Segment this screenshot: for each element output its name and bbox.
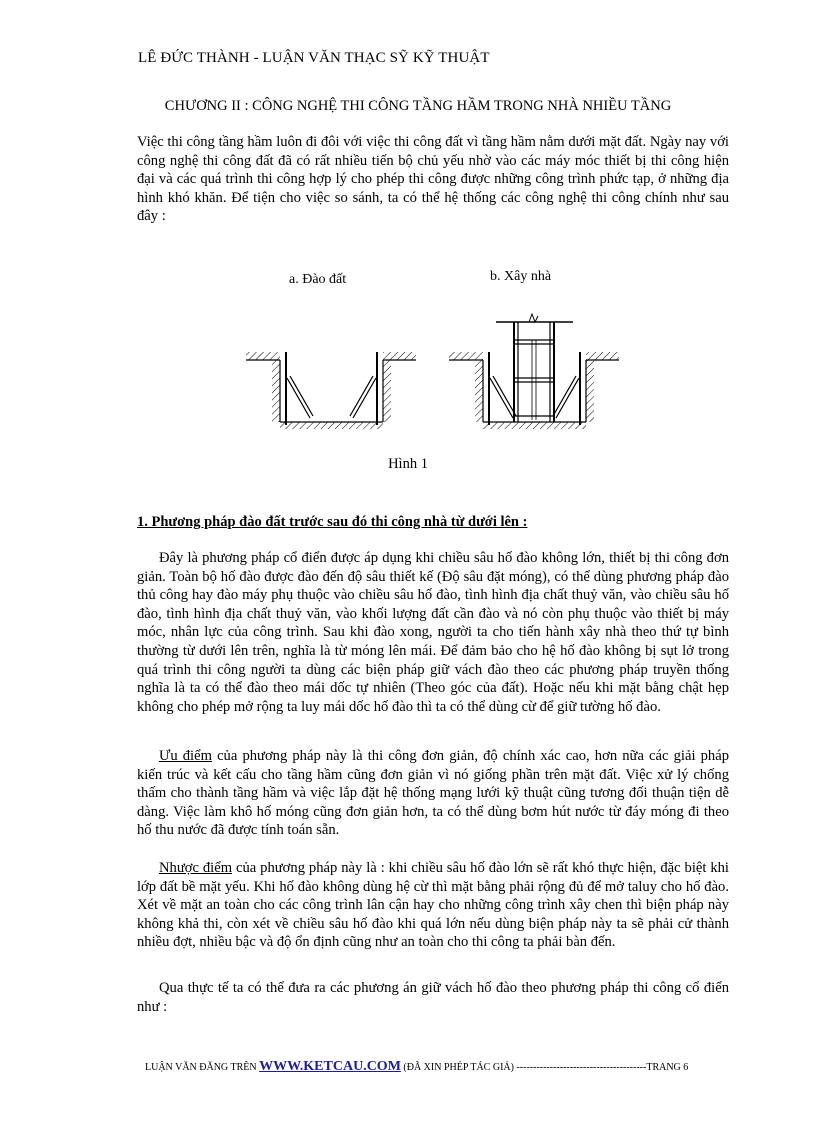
- paragraph-1-text: Đây là phương pháp cổ điển được áp dụng khi chiều sâu hố đào không lớn, thiết bị thi công đơn giản. Toàn bộ hố đào được đào đến độ sâu thiết kế (Độ sâu đặt móng), có thể dùng phương pháp đào thủ công hay đào máy phụ thuộc vào chiều sâu hố đào, tình hình địa chất thuỷ văn, vào chiều sâu hố đào, tình hình địa chất thuỷ văn, vào khối lượng đất cần đào và nó còn phụ thuộc vào thiết bị máy móc, nhân lực của công trình. Sau khi đào xong, người ta cho tiến hành xây nhà theo thứ tự bình thường từ dưới lên trên, nghĩa là từ móng lên mái. Để đảm bảo cho hệ hố đào không bị sụt lở trong quá trình thi công người ta dùng các biện pháp giữ vách đào theo các phương pháp truyền thống nghĩa là ta có thể đào theo mái dốc tự nhiên (Theo góc của đất). Hoặc nếu khi mặt bằng chật hẹp không cho phép mở rộng ta luy mái dốc hố đào thì ta có thể dùng cừ để giữ tường hố đào.: [137, 550, 729, 715]
- figure-caption: Hình 1: [388, 456, 428, 472]
- page-header: LÊ ĐỨC THÀNH - LUẬN VĂN THẠC SỸ KỸ THUẬT: [138, 50, 490, 66]
- figure-label-a: a. Đào đất: [289, 272, 347, 287]
- figure-label-b: b. Xây nhà: [490, 269, 552, 284]
- paragraph-3-text: của phương pháp này là : khi chiều sâu hố đào lớn sẽ rất khó thực hiện, đặc biệt khi lớp đất bề mặt yếu. Khi hố đào không dùng hệ cừ thì mặt bằng phải rộng đủ để mở taluy cho hố đào. Xét về mặt an toàn cho các công trình lân cận hay cho những công trình xây chen thì biện pháp này không khả thi, còn xét về chiều sâu hố đào khi quá lớn nếu dùng biện pháp này ta sẽ phải cử thành nhiều đợt, nhiều bậc và độ ổn định cũng như an toàn cho thi công ta phải bàn đến.: [137, 860, 729, 951]
- paragraph-4-text: Qua thực tế ta có thể đưa ra các phương án giữ vách hố đào theo phương pháp thi công cổ điển như :: [137, 980, 729, 1015]
- intro-paragraph: Việc thi công tầng hầm luôn đi đôi với việc thi công đất vì tầng hầm nằm dưới mặt đất. Ngày nay với công nghệ thi công đất đã có rất nhiều tiến bộ chủ yếu nhờ vào các máy móc thiết bị thi công hiện đại và các quá trình thi công hợp lý cho phép thi công được những công trình phức tạp, ở những địa hình khó khăn. Để tiện cho việc so sánh, ta có thể hệ thống các công nghệ thi công chính như sau đây :: [137, 134, 729, 225]
- page-footer: [145, 1059, 688, 1075]
- paragraph-3: [137, 859, 729, 952]
- paragraph-1: [137, 549, 729, 716]
- footer-suffix: (ĐÃ XIN PHÉP TÁC GIẢ) ---------------------------------------TRANG 6: [400, 1062, 689, 1073]
- footer-prefix: LUẬN VĂN ĐĂNG TRÊN: [145, 1062, 260, 1073]
- section-1-title: 1. Phương pháp đào đất trước sau đó thi công nhà từ dưới lên :: [137, 514, 528, 530]
- paragraph-4: [137, 979, 729, 1016]
- figure-b-building: [449, 314, 619, 429]
- footer-website-link[interactable]: WWW.KETCAU.COM: [259, 1059, 401, 1074]
- disadvantage-label: Nhược điểm: [159, 860, 233, 876]
- chapter-title: CHƯƠNG II : CÔNG NGHỆ THI CÔNG TẦNG HẦM TRONG NHÀ NHIỀU TẦNG: [164, 98, 672, 114]
- paragraph-2-text: của phương pháp này là thi công đơn giản, độ chính xác cao, hơn nữa các giải pháp kiến trúc và kết cấu cho tầng hầm cũng đơn giản vì nó giống phần trên mặt đất. Việc xử lý chống thấm cho thành tầng hầm và việc lắp đặt hệ thống mạng lưới kỹ thuật cũng tương đối thuận tiện dễ dàng. Việc làm khô hố móng cũng đơn giản hơn, ta có thể dùng bơm hút nước từ đáy móng đi theo hố thu nước đã được tính toán sẵn.: [137, 748, 729, 839]
- advantage-label: Ưu điểm: [159, 748, 212, 764]
- paragraph-2: [137, 747, 729, 840]
- figure-a-excavation: [246, 352, 416, 429]
